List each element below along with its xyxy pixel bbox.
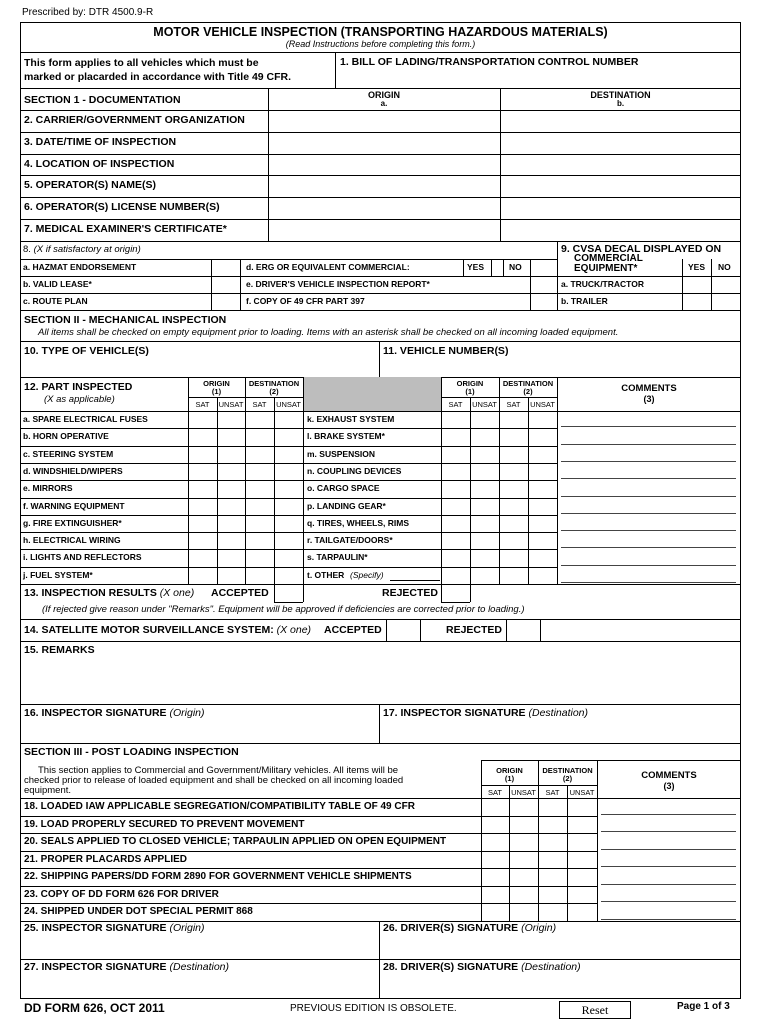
- part-left-check-cell[interactable]: [275, 464, 302, 479]
- part-right-check-cell[interactable]: [471, 481, 498, 496]
- part-left-check-cell[interactable]: [246, 533, 273, 548]
- part-right-check-cell[interactable]: [442, 481, 469, 496]
- item13-accepted-label: ACCEPTED: [211, 587, 269, 599]
- part-left-label: e. MIRRORS: [23, 483, 73, 494]
- remarks-input[interactable]: [24, 658, 736, 702]
- section1-origin-header: ORIGIN: [367, 90, 400, 100]
- comment-line[interactable]: [561, 547, 736, 548]
- left-origin-sat: SAT: [195, 400, 210, 409]
- right-origin-num: (1): [465, 387, 475, 396]
- s3-dest-sat: SAT: [545, 788, 560, 797]
- left-origin-unsat: UNSAT: [218, 400, 244, 409]
- part-left-check-cell[interactable]: [246, 481, 273, 496]
- sig28-field[interactable]: [383, 975, 735, 997]
- comment-line[interactable]: [561, 530, 736, 531]
- part-right-label: m. SUSPENSION: [307, 448, 376, 459]
- s3-origin-sat: SAT: [487, 788, 503, 797]
- vehicle-number-input[interactable]: [383, 359, 735, 374]
- part-right-label: t. OTHER: [307, 569, 345, 580]
- right-dest-unsat: UNSAT: [530, 400, 555, 409]
- part-right-check-cell[interactable]: [471, 533, 498, 548]
- section3-item-label: 23. COPY OF DD FORM 626 FOR DRIVER: [24, 888, 219, 900]
- comment-line[interactable]: [561, 565, 736, 566]
- part-left-check-cell[interactable]: [275, 550, 302, 565]
- section3-check-cell[interactable]: [510, 869, 537, 885]
- part-left-check-cell[interactable]: [218, 499, 245, 514]
- s3-destination-num: (2): [562, 774, 573, 783]
- section1-row-label: 2. CARRIER/GOVERNMENT ORGANIZATION: [24, 114, 245, 126]
- section1-origin-sub: a.: [380, 99, 388, 108]
- part-left-check-cell[interactable]: [275, 447, 302, 462]
- section3-check-cell[interactable]: [539, 887, 566, 903]
- part-right-check-cell[interactable]: [529, 429, 556, 444]
- section3-check-cell[interactable]: [510, 904, 537, 920]
- part-right-check-cell[interactable]: [471, 568, 498, 583]
- left-origin-num: (1): [211, 387, 222, 396]
- item9b-yes-checkbox[interactable]: [683, 294, 711, 309]
- item14-label: 14. SATELLITE MOTOR SURVEILLANCE SYSTEM: (X one): [24, 624, 312, 636]
- sig25-field[interactable]: [24, 936, 374, 956]
- part-left-check-cell[interactable]: [218, 568, 245, 583]
- part-right-check-cell[interactable]: [500, 550, 527, 565]
- right-destination-header: DESTINATION: [502, 379, 554, 388]
- item8-label: 8. (X if satisfactory at origin): [23, 244, 141, 255]
- part-left-check-cell[interactable]: [218, 464, 245, 479]
- s3-origin-num: (1): [504, 774, 515, 783]
- section3-check-cell[interactable]: [482, 834, 509, 850]
- part-left-check-cell[interactable]: [275, 412, 302, 427]
- section3-comment-line[interactable]: [601, 919, 736, 920]
- item8f-checkbox[interactable]: [531, 294, 557, 309]
- section1-destination-input[interactable]: [502, 199, 738, 217]
- part-left-check-cell[interactable]: [246, 429, 273, 444]
- part-right-label: q. TIRES, WHEELS, RIMS: [307, 517, 410, 528]
- section1-destination-input[interactable]: [502, 112, 738, 130]
- section3-check-cell[interactable]: [482, 852, 509, 868]
- section3-check-cell[interactable]: [568, 904, 595, 920]
- part-left-check-cell[interactable]: [189, 516, 216, 531]
- part-right-check-cell[interactable]: [529, 550, 556, 565]
- part-right-check-cell[interactable]: [442, 550, 469, 565]
- item8b-checkbox[interactable]: [212, 277, 240, 292]
- section3-item-label: 24. SHIPPED UNDER DOT SPECIAL PERMIT 868: [24, 906, 253, 918]
- section3-check-cell[interactable]: [539, 852, 566, 868]
- item9-title-line1: 9. CVSA DECAL DISPLAYED ON: [561, 243, 722, 255]
- s3-origin-header: ORIGIN: [496, 766, 523, 775]
- part-left-check-cell[interactable]: [246, 550, 273, 565]
- section3-check-cell[interactable]: [568, 869, 595, 885]
- section3-item-label: 18. LOADED IAW APPLICABLE SEGREGATION/COMPATIBILITY TABLE OF 49 CFR: [24, 801, 415, 812]
- section3-check-cell[interactable]: [510, 799, 537, 815]
- form-title: MOTOR VEHICLE INSPECTION (TRANSPORTING HAZARDOUS MATERIALS): [153, 25, 608, 39]
- part-right-check-cell[interactable]: [442, 516, 469, 531]
- part-left-check-cell[interactable]: [275, 429, 302, 444]
- section3-item-label: 19. LOAD PROPERLY SECURED TO PREVENT MOVEMENT: [24, 818, 305, 830]
- section3-item-label: 22. SHIPPING PAPERS/DD FORM 2890 FOR GOVERNMENT VEHICLE SHIPMENTS: [24, 871, 412, 883]
- section3-check-cell[interactable]: [539, 817, 566, 833]
- section3-note-line1: This section applies to Commercial and Government/Military vehicles. All items will be: [38, 765, 399, 776]
- section3-check-cell[interactable]: [510, 852, 537, 868]
- part-left-check-cell[interactable]: [218, 429, 245, 444]
- section3-comment-line[interactable]: [601, 866, 736, 867]
- part-left-check-cell[interactable]: [189, 429, 216, 444]
- part-left-label: j. FUEL SYSTEM*: [23, 569, 93, 580]
- s3-dest-unsat: UNSAT: [569, 788, 595, 797]
- item9-title-line3: EQUIPMENT*: [574, 263, 638, 274]
- section2-note: All items shall be checked on empty equipment prior to loading. Items with an asterisk shall be checked on all incoming loaded equipment.: [38, 327, 619, 338]
- part-left-check-cell[interactable]: [246, 464, 273, 479]
- part-right-label: n. COUPLING DEVICES: [307, 465, 402, 476]
- part-right-check-cell[interactable]: [471, 412, 498, 427]
- section1-title: SECTION 1 - DOCUMENTATION: [24, 94, 181, 106]
- item14-rejected-checkbox[interactable]: [507, 620, 540, 641]
- item8a-checkbox[interactable]: [212, 260, 240, 275]
- section1-destination-input[interactable]: [502, 134, 738, 152]
- comment-line[interactable]: [561, 444, 736, 445]
- item8d-yes-checkbox[interactable]: [492, 260, 503, 275]
- part-right-check-cell[interactable]: [529, 533, 556, 548]
- part-right-check-cell[interactable]: [529, 481, 556, 496]
- item8e-checkbox[interactable]: [531, 277, 557, 292]
- part-left-check-cell[interactable]: [246, 447, 273, 462]
- part-left-check-cell[interactable]: [189, 533, 216, 548]
- part-inspected-sub: (X as applicable): [44, 394, 115, 405]
- part-right-check-cell[interactable]: [471, 464, 498, 479]
- section1-row-label: 5. OPERATOR(S) NAME(S): [24, 179, 157, 192]
- part-right-check-cell[interactable]: [442, 447, 469, 462]
- type-of-vehicle-input[interactable]: [24, 359, 374, 374]
- item8f-label: f. COPY OF 49 CFR PART 397: [246, 296, 365, 306]
- section1-row-label: 4. LOCATION OF INSPECTION: [24, 157, 175, 170]
- sig17-label: 17. INSPECTOR SIGNATURE (Destination): [383, 707, 589, 719]
- part-right-check-cell[interactable]: [471, 429, 498, 444]
- section1-origin-input[interactable]: [270, 156, 498, 174]
- part-left-label: h. ELECTRICAL WIRING: [23, 535, 121, 546]
- part-left-check-cell[interactable]: [189, 481, 216, 496]
- item9-yes-label: YES: [688, 262, 706, 272]
- right-origin-unsat: UNSAT: [472, 400, 497, 409]
- section3-check-cell[interactable]: [482, 887, 509, 903]
- part-left-check-cell[interactable]: [246, 568, 273, 583]
- section1-origin-input[interactable]: [270, 177, 498, 195]
- s3-destination-header: DESTINATION: [542, 766, 593, 775]
- s3-origin-unsat: UNSAT: [511, 788, 536, 797]
- right-dest-sat: SAT: [506, 400, 521, 409]
- section3-check-cell[interactable]: [510, 834, 537, 850]
- item8d-no-label: NO: [509, 262, 522, 272]
- comment-line[interactable]: [561, 582, 736, 583]
- section1-destination-input[interactable]: [502, 221, 738, 239]
- part-right-check-cell[interactable]: [442, 499, 469, 514]
- part-right-label: p. LANDING GEAR*: [307, 500, 386, 511]
- section1-destination-input[interactable]: [502, 156, 738, 174]
- sig28-label: 28. DRIVER(S) SIGNATURE (Destination): [383, 961, 581, 973]
- section3-check-cell[interactable]: [568, 799, 595, 815]
- part-left-check-cell[interactable]: [189, 447, 216, 462]
- part-right-check-cell[interactable]: [529, 516, 556, 531]
- section2-comments-num: (3): [643, 394, 655, 404]
- part-left-label: g. FIRE EXTINGUISHER*: [23, 517, 122, 528]
- part-left-check-cell[interactable]: [275, 568, 302, 583]
- item9a-label: a. TRUCK/TRACTOR: [561, 279, 644, 289]
- part-left-check-cell[interactable]: [275, 516, 302, 531]
- item14-rejected-label: REJECTED: [446, 624, 503, 636]
- section3-check-cell[interactable]: [482, 817, 509, 833]
- item8c-checkbox[interactable]: [212, 294, 240, 309]
- part-left-check-cell[interactable]: [218, 481, 245, 496]
- part-right-label: r. TAILGATE/DOORS*: [307, 535, 393, 546]
- applies-text-line1: This form applies to all vehicles which must be: [24, 57, 259, 69]
- part-left-check-cell[interactable]: [275, 481, 302, 496]
- section2-title: SECTION II - MECHANICAL INSPECTION: [24, 314, 227, 326]
- section1-row-label: 6. OPERATOR(S) LICENSE NUMBER(S): [24, 201, 220, 214]
- part-left-label: d. WINDSHIELD/WIPERS: [23, 465, 123, 476]
- section3-comment-line[interactable]: [601, 814, 736, 815]
- left-origin-header: ORIGIN: [203, 379, 230, 388]
- item9-title-line2: COMMERCIAL: [574, 253, 643, 264]
- section3-check-cell[interactable]: [568, 834, 595, 850]
- applies-text-line2: marked or placarded in accordance with Title 49 CFR.: [24, 71, 292, 83]
- part-right-check-cell[interactable]: [442, 429, 469, 444]
- part-left-label: b. HORN OPERATIVE: [23, 431, 109, 442]
- section3-check-cell[interactable]: [539, 904, 566, 920]
- part-right-check-cell[interactable]: [471, 447, 498, 462]
- part-right-check-cell[interactable]: [529, 568, 556, 583]
- bill-of-lading-label: 1. BILL OF LADING/TRANSPORTATION CONTROL NUMBER: [340, 56, 639, 68]
- part-right-check-cell[interactable]: [471, 516, 498, 531]
- part-left-check-cell[interactable]: [246, 516, 273, 531]
- section3-check-cell[interactable]: [539, 834, 566, 850]
- section3-title: SECTION III - POST LOADING INSPECTION: [24, 746, 239, 758]
- item13-label: 13. INSPECTION RESULTS (X one): [24, 587, 195, 599]
- obsolete-note: PREVIOUS EDITION IS OBSOLETE.: [290, 1003, 457, 1014]
- section3-note-line3: equipment.: [24, 785, 72, 796]
- part-left-check-cell[interactable]: [218, 516, 245, 531]
- section3-check-cell[interactable]: [568, 817, 595, 833]
- part-left-check-cell[interactable]: [189, 464, 216, 479]
- part-right-check-cell[interactable]: [500, 412, 527, 427]
- sig26-label: 26. DRIVER(S) SIGNATURE (Origin): [383, 922, 557, 934]
- form-number: DD FORM 626, OCT 2011: [24, 1001, 165, 1015]
- section3-check-cell[interactable]: [482, 904, 509, 920]
- section3-note-line2: checked prior to release of loaded equipment and shall be checked on all incoming loaded: [24, 775, 404, 786]
- section3-check-cell[interactable]: [510, 817, 537, 833]
- item9a-no-checkbox[interactable]: [712, 277, 740, 292]
- part-left-check-cell[interactable]: [275, 499, 302, 514]
- item9-no-label: NO: [718, 262, 731, 272]
- remarks-label: 15. REMARKS: [24, 644, 95, 656]
- comment-line[interactable]: [561, 461, 736, 462]
- item8b-label: b. VALID LEASE*: [23, 279, 92, 289]
- sig17-field[interactable]: [383, 721, 735, 741]
- part-right-label: k. EXHAUST SYSTEM: [307, 414, 395, 424]
- item13-rejected-label: REJECTED: [382, 587, 439, 599]
- part-right-check-cell[interactable]: [442, 412, 469, 427]
- part-right-check-cell[interactable]: [500, 533, 527, 548]
- section3-comments-header: COMMENTS: [641, 770, 697, 781]
- right-origin-header: ORIGIN: [456, 379, 484, 388]
- part-right-label: l. BRAKE SYSTEM*: [307, 431, 385, 442]
- section3-check-cell[interactable]: [568, 887, 595, 903]
- part-left-check-cell[interactable]: [246, 499, 273, 514]
- item8d-no-checkbox[interactable]: [531, 260, 557, 275]
- part-left-check-cell[interactable]: [189, 412, 216, 427]
- section3-comment-line[interactable]: [601, 831, 736, 832]
- part-right-label: o. CARGO SPACE: [307, 483, 380, 494]
- item9b-no-checkbox[interactable]: [712, 294, 740, 309]
- section1-origin-input[interactable]: [270, 112, 498, 130]
- part-left-check-cell[interactable]: [189, 550, 216, 565]
- section3-item-label: 21. PROPER PLACARDS APPLIED: [24, 853, 187, 865]
- item14-accepted-checkbox[interactable]: [387, 620, 420, 641]
- section3-comment-line[interactable]: [601, 849, 736, 850]
- part-left-check-cell[interactable]: [218, 533, 245, 548]
- page-number: Page 1 of 3: [677, 1001, 730, 1012]
- shaded-header-cell: [303, 377, 441, 411]
- comment-line[interactable]: [561, 496, 736, 497]
- section3-check-cell[interactable]: [482, 799, 509, 815]
- part-left-label: c. STEERING SYSTEM: [23, 448, 114, 459]
- section3-check-cell[interactable]: [568, 852, 595, 868]
- prescribed-by: Prescribed by: DTR 4500.9-R: [22, 7, 154, 18]
- part-right-check-cell[interactable]: [442, 464, 469, 479]
- section2-comments-header: COMMENTS: [621, 383, 677, 394]
- reset-button[interactable]: Reset: [559, 1001, 631, 1019]
- item8d-yes-label: YES: [467, 262, 485, 272]
- bill-of-lading-input[interactable]: [340, 70, 735, 85]
- sig16-label: 16. INSPECTOR SIGNATURE (Origin): [24, 707, 205, 719]
- comment-line[interactable]: [561, 426, 736, 427]
- section3-check-cell[interactable]: [539, 799, 566, 815]
- item13-note: (If rejected give reason under "Remarks". Equipment will be approved if deficiencies are corrected prior to loading.): [42, 604, 525, 615]
- part-left-check-cell[interactable]: [218, 550, 245, 565]
- part-right-check-cell[interactable]: [529, 412, 556, 427]
- section1-row-label: 7. MEDICAL EXAMINER'S CERTIFICATE*: [24, 223, 227, 235]
- other-specify-label: (Specify): [350, 570, 384, 580]
- sig25-label: 25. INSPECTOR SIGNATURE (Origin): [24, 922, 205, 934]
- item8c-label: c. ROUTE PLAN: [23, 296, 88, 306]
- part-left-check-cell[interactable]: [189, 499, 216, 514]
- part-right-check-cell[interactable]: [471, 499, 498, 514]
- part-right-check-cell[interactable]: [442, 533, 469, 548]
- part-left-label: a. SPARE ELECTRICAL FUSES: [23, 414, 148, 424]
- part-right-check-cell[interactable]: [500, 429, 527, 444]
- left-dest-sat: SAT: [252, 400, 267, 409]
- item9b-label: b. TRAILER: [561, 296, 608, 306]
- sig27-label: 27. INSPECTOR SIGNATURE (Destination): [24, 961, 230, 973]
- item8e-label: e. DRIVER'S VEHICLE INSPECTION REPORT*: [246, 279, 430, 289]
- section3-check-cell[interactable]: [510, 887, 537, 903]
- part-inspected-header: 12. PART INSPECTED: [24, 381, 133, 393]
- part-right-check-cell[interactable]: [500, 568, 527, 583]
- part-right-check-cell[interactable]: [500, 481, 527, 496]
- part-right-check-cell[interactable]: [500, 464, 527, 479]
- right-destination-num: (2): [523, 387, 533, 396]
- sig26-field[interactable]: [383, 936, 735, 956]
- item8d-label: d. ERG OR EQUIVALENT COMMERCIAL:: [246, 262, 410, 272]
- part-right-check-cell[interactable]: [500, 516, 527, 531]
- part-left-check-cell[interactable]: [218, 447, 245, 462]
- section1-origin-input[interactable]: [270, 221, 498, 239]
- item13-rejected-checkbox[interactable]: [442, 585, 470, 602]
- section3-comments-num: (3): [663, 781, 675, 791]
- left-dest-unsat: UNSAT: [276, 400, 301, 409]
- left-destination-header: DESTINATION: [248, 379, 300, 388]
- right-origin-sat: SAT: [448, 400, 463, 409]
- item9a-yes-checkbox[interactable]: [683, 277, 711, 292]
- part-right-check-cell[interactable]: [442, 568, 469, 583]
- section1-destination-input[interactable]: [502, 177, 738, 195]
- part-right-label: s. TARPAULIN*: [307, 552, 368, 563]
- form-subtitle: (Read Instructions before completing this form.): [285, 39, 476, 49]
- part-right-check-cell[interactable]: [500, 499, 527, 514]
- part-right-check-cell[interactable]: [500, 447, 527, 462]
- part-left-check-cell[interactable]: [275, 533, 302, 548]
- section3-comment-line[interactable]: [601, 884, 736, 885]
- part-right-check-cell[interactable]: [529, 464, 556, 479]
- section1-origin-input[interactable]: [270, 134, 498, 152]
- type-of-vehicle-label: 10. TYPE OF VEHICLE(S): [24, 345, 149, 357]
- sig16-field[interactable]: [24, 721, 374, 741]
- section3-check-cell[interactable]: [539, 869, 566, 885]
- part-left-check-cell[interactable]: [246, 412, 273, 427]
- item13-accepted-checkbox[interactable]: [275, 585, 303, 602]
- comment-line[interactable]: [561, 513, 736, 514]
- part-right-check-cell[interactable]: [529, 447, 556, 462]
- part-right-check-cell[interactable]: [529, 499, 556, 514]
- part-left-check-cell[interactable]: [189, 568, 216, 583]
- item8a-label: a. HAZMAT ENDORSEMENT: [23, 262, 137, 272]
- part-right-check-cell[interactable]: [471, 550, 498, 565]
- left-destination-num: (2): [269, 387, 279, 396]
- part-left-label: i. LIGHTS AND REFLECTORS: [23, 552, 142, 563]
- section3-comment-line[interactable]: [601, 901, 736, 902]
- sig27-field[interactable]: [24, 975, 374, 997]
- part-left-check-cell[interactable]: [218, 412, 245, 427]
- vehicle-number-label: 11. VEHICLE NUMBER(S): [383, 345, 509, 357]
- section1-row-label: 3. DATE/TIME OF INSPECTION: [24, 135, 177, 148]
- item14-accepted-label: ACCEPTED: [324, 624, 382, 636]
- part-left-label: f. WARNING EQUIPMENT: [23, 500, 125, 511]
- section1-destination-sub: b.: [616, 99, 625, 108]
- section1-origin-input[interactable]: [270, 199, 498, 217]
- comment-line[interactable]: [561, 478, 736, 479]
- section3-item-label: 20. SEALS APPLIED TO CLOSED VEHICLE; TARPAULIN APPLIED ON OPEN EQUIPMENT: [24, 836, 447, 848]
- section1-destination-header: DESTINATION: [590, 90, 651, 100]
- section3-check-cell[interactable]: [482, 869, 509, 885]
